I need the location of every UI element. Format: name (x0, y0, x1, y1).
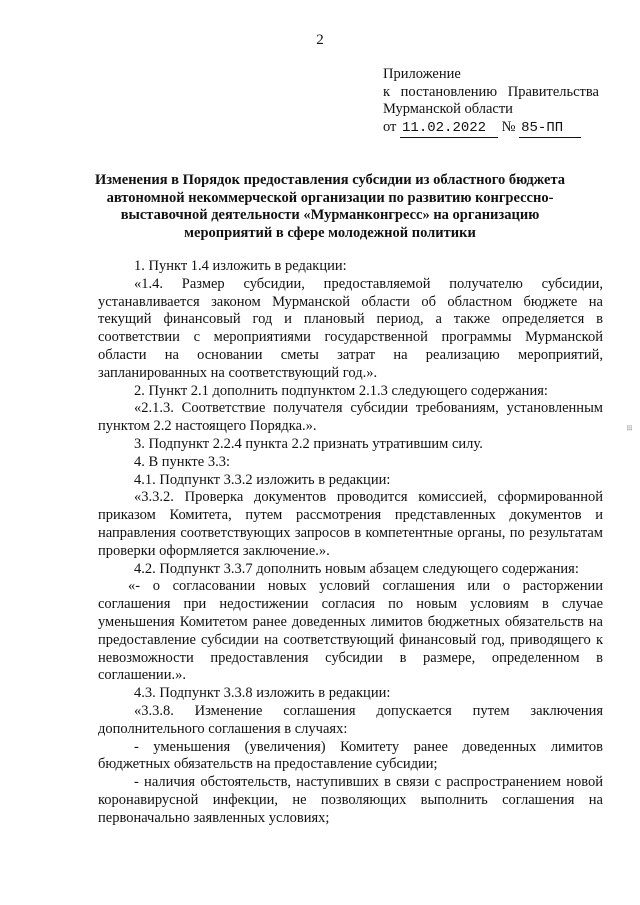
appendix-region: Мурманской области (383, 101, 513, 117)
margin-scan-mark: ⁞⁞⁞ (625, 425, 633, 431)
appendix-date-line (383, 119, 623, 139)
appendix-block (383, 66, 623, 138)
number-value: 85-ПП (519, 120, 581, 139)
title-line-1: Изменения в Порядок предоставления субсидии из областного бюджета (94, 172, 565, 188)
paragraph-case-1: - уменьшения (увеличения) Комитету ранее доведенных лимитов бюджетных обязательств на предоставление субсидии; (98, 738, 603, 773)
paragraph-item-1: 1. Пункт 1.4 изложить в редакции: (134, 258, 347, 274)
paragraph-2-1-3: «2.1.3. Соответствие получателя субсидии требованиям, установленным пунктом 2.2 настоящего Порядка.». (98, 400, 603, 435)
paragraph-item-3: 3. Подпункт 2.2.4 пункта 2.2 признать утратившим силу. (134, 435, 483, 452)
title-line-3: выставочной деятельности «Мурманконгресс» на организацию (120, 207, 540, 223)
paragraph-3-3-8: «3.3.8. Изменение соглашения допускается путем заключения дополнительного соглашения в случаях: (98, 702, 603, 737)
date-prefix: от (383, 118, 397, 135)
paragraph-item-4: 4. В пункте 3.3: (134, 453, 230, 470)
document-title (60, 172, 600, 242)
document-body (98, 258, 603, 828)
appendix-resolution: к постановлению Правительства (383, 83, 599, 100)
paragraph-item-2: 2. Пункт 2.1 дополнить подпунктом 2.1.3 следующего содержания: (134, 382, 548, 399)
paragraph-case-2: - наличия обстоятельств, наступивших в связи с распространением новой коронавирусной инфекции, не позволяющих выполнить соглашения на первоначально заявленных условиях; (98, 774, 603, 826)
paragraph-4-2: 4.2. Подпункт 3.3.7 дополнить новым абзацем следующего содержания: (134, 560, 579, 577)
paragraph-3-3-7-new: «- о согласовании новых условий соглашения или о расторжении соглашения при недостижении согласия по новым условиям в случае уменьшения Комитетом ранее доведенных лимитов бюджетных обязательств на предоставление субсидии на соответствующий финансовый год, приводящего к невозможности предоставления субсидии в размере, определенном в соглашении.». (98, 578, 603, 684)
date-value: 11.02.2022 (400, 120, 498, 139)
page-number: 2 (316, 32, 324, 48)
title-line-4: мероприятий в сфере молодежной политики (184, 224, 476, 241)
paragraph-4-1: 4.1. Подпункт 3.3.2 изложить в редакции: (134, 471, 391, 488)
paragraph-4-3: 4.3. Подпункт 3.3.8 изложить в редакции: (134, 685, 391, 702)
paragraph-1-4: «1.4. Размер субсидии, предоставляемой получателю субсидии, устанавливается законом Мурманской области об областном бюджете на текущий финансовый год и плановый период, а также определяется в соответствии с мероприятиями государственной программы Мурманской области на основании сметы затрат на реализацию мероприятий, запланированных на соответствующий год.». (98, 275, 603, 381)
title-line-2: автономной некоммерческой организации по развитию конгрессно- (106, 189, 554, 206)
paragraph-3-3-2: «3.3.2. Проверка документов проводится комиссией, сформированной приказом Комитета, путем рассмотрения представленных документов и направления соответствующих запросов в компетентные органы, по результатам проверки оформляется заключение.». (98, 489, 603, 559)
appendix-heading: Приложение (383, 66, 461, 82)
number-prefix: № (501, 118, 516, 135)
